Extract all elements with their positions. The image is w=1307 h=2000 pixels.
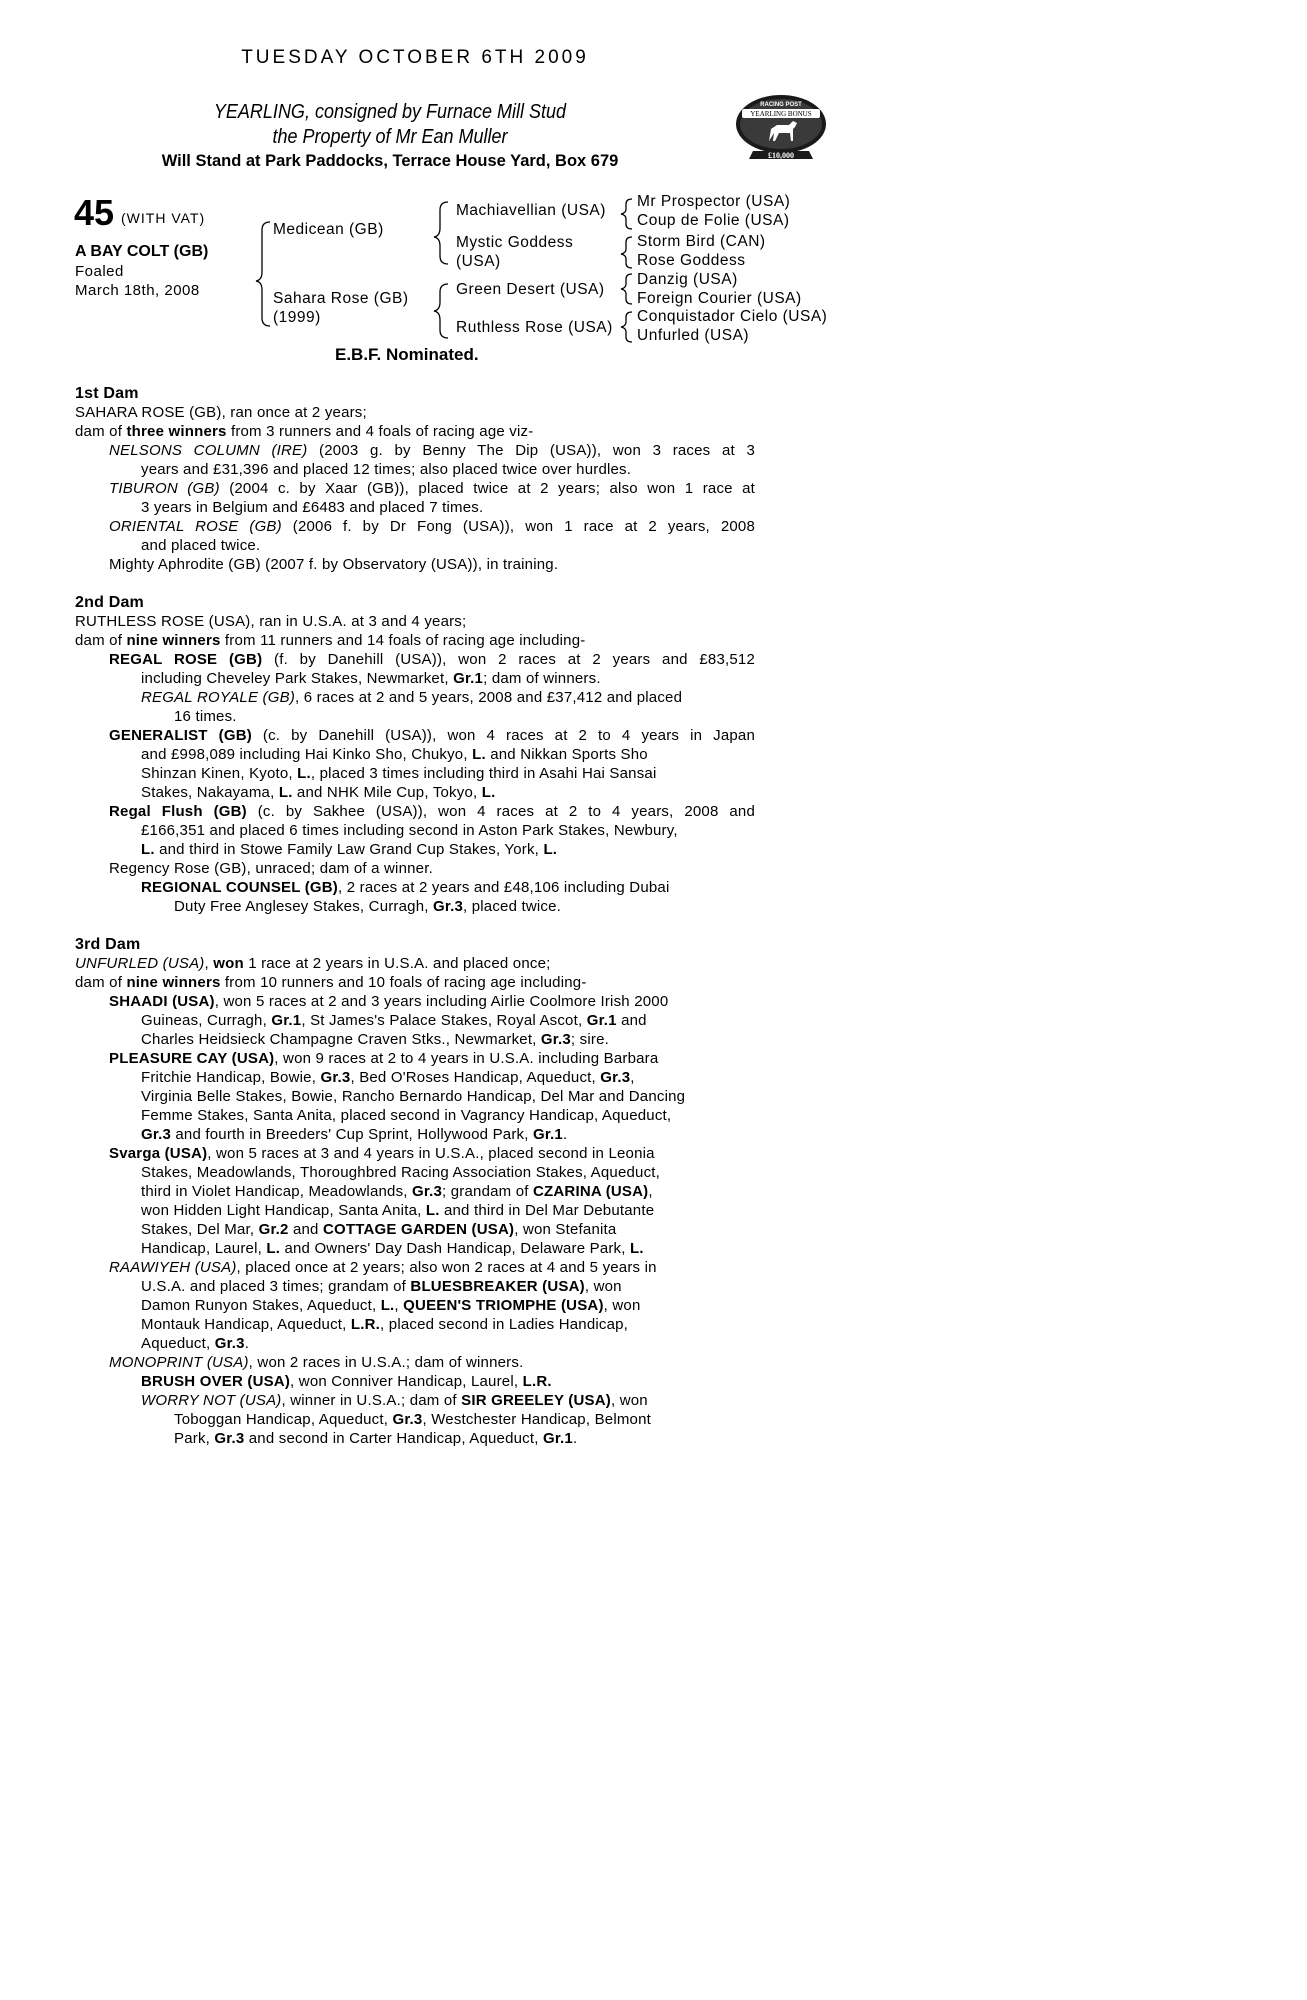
first-dam-line: years and £31,396 and placed 12 times; also placed twice over hurdles. xyxy=(141,461,632,478)
first-dam-line: TIBURON (GB) (2004 c. by Xaar (GB)), placed twice at 2 years; also won 1 race at xyxy=(109,480,756,497)
ebf-nominated: E.B.F. Nominated. xyxy=(335,345,479,364)
owner-line: the Property of Mr Ean Muller xyxy=(272,126,508,148)
first-dam-heading: 1st Dam xyxy=(75,385,139,402)
lot-number: 45 xyxy=(74,192,115,233)
third-dam-line: PLEASURE CAY (USA), won 9 races at 2 to 4 years in U.S.A. including Barbara xyxy=(109,1050,659,1067)
third-dam-line: Fritchie Handicap, Bowie, Gr.3, Bed O'Roses Handicap, Aqueduct, Gr.3, xyxy=(141,1069,635,1086)
second-dam-line: Regal Flush (GB) (c. by Sakhee (USA)), won 4 races at 2 to 4 years, 2008 and xyxy=(109,803,755,820)
third-dam-line: Stakes, Del Mar, Gr.2 and COTTAGE GARDEN (USA), won Stefanita xyxy=(141,1221,617,1238)
consignor-line: YEARLING, consigned by Furnace Mill Stud xyxy=(213,101,567,123)
second-dam-line: £166,351 and placed 6 times including second in Aston Park Stakes, Newbury, xyxy=(141,822,678,839)
pedigree-g6: Foreign Courier (USA) xyxy=(637,290,802,307)
badge-amount: £10,000 xyxy=(768,151,794,160)
pedigree-g7: Conquistador Cielo (USA) xyxy=(637,308,828,325)
pedigree-sire-dam-country: (USA) xyxy=(456,253,501,270)
pedigree-sire-sire: Machiavellian (USA) xyxy=(456,202,606,219)
third-dam-line: Femme Stakes, Santa Anita, placed second in Vagrancy Handicap, Aqueduct, xyxy=(141,1107,672,1124)
third-dam-line: U.S.A. and placed 3 times; grandam of BLUESBREAKER (USA), won xyxy=(141,1278,622,1295)
pedigree-g8: Unfurled (USA) xyxy=(637,327,750,344)
first-dam-line: Mighty Aphrodite (GB) (2007 f. by Observatory (USA)), in training. xyxy=(109,556,559,573)
second-dam-line: L. and third in Stowe Family Law Grand Cup Stakes, York, L. xyxy=(141,841,558,858)
third-dam-line: Montauk Handicap, Aqueduct, L.R., placed second in Ladies Handicap, xyxy=(141,1316,629,1333)
foaled-label: Foaled xyxy=(75,263,124,280)
pedigree-dam-dam: Ruthless Rose (USA) xyxy=(456,319,613,336)
first-dam-line: SAHARA ROSE (GB), ran once at 2 years; xyxy=(75,404,367,421)
second-dam-line: REGAL ROYALE (GB), 6 races at 2 and 5 years, 2008 and £37,412 and placed xyxy=(141,689,683,706)
third-dam-line: Park, Gr.3 and second in Carter Handicap, Aqueduct, Gr.1. xyxy=(174,1430,578,1447)
second-dam-line: Duty Free Anglesey Stakes, Curragh, Gr.3, placed twice. xyxy=(174,898,562,915)
second-dam-line: Regency Rose (GB), unraced; dam of a winner. xyxy=(109,860,433,877)
pedigree-g4: Rose Goddess xyxy=(637,252,746,269)
third-dam-line: Aqueduct, Gr.3. xyxy=(141,1335,250,1352)
pedigree-g2: Coup de Folie (USA) xyxy=(637,212,790,229)
badge-mid-text: YEARLING BONUS xyxy=(750,110,812,118)
third-dam-line: Svarga (USA), won 5 races at 3 and 4 years in U.S.A., placed second in Leonia xyxy=(109,1145,655,1162)
pedigree-dam-sire: Green Desert (USA) xyxy=(456,281,605,298)
third-dam-line: third in Violet Handicap, Meadowlands, Gr.3; grandam of CZARINA (USA), xyxy=(141,1183,653,1200)
pedigree-dam-name: Sahara Rose (GB) xyxy=(273,290,409,307)
third-dam-line: Charles Heidsieck Champagne Craven Stks., Newmarket, Gr.3; sire. xyxy=(141,1031,609,1048)
third-dam-line: dam of nine winners from 10 runners and 10 foals of racing age including- xyxy=(75,974,587,991)
third-dam-line: Toboggan Handicap, Aqueduct, Gr.3, Westchester Handicap, Belmont xyxy=(174,1411,651,1428)
third-dam-line: BRUSH OVER (USA), won Conniver Handicap, Laurel, L.R. xyxy=(141,1373,552,1390)
third-dam-line: UNFURLED (USA), won 1 race at 2 years in U.S.A. and placed once; xyxy=(75,955,551,972)
third-dam-line: Stakes, Meadowlands, Thoroughbred Racing Association Stakes, Aqueduct, xyxy=(141,1164,661,1181)
first-dam-line: ORIENTAL ROSE (GB) (2006 f. by Dr Fong (USA)), won 1 race at 2 years, 2008 xyxy=(109,518,755,535)
third-dam-line: WORRY NOT (USA), winner in U.S.A.; dam of SIR GREELEY (USA), won xyxy=(141,1392,648,1409)
pedigree-sire: Medicean (GB) xyxy=(273,221,384,238)
pedigree-g5: Danzig (USA) xyxy=(637,271,738,288)
third-dam-line: Virginia Belle Stakes, Bowie, Rancho Bernardo Handicap, Del Mar and Dancing xyxy=(141,1088,686,1105)
second-dam-line: including Cheveley Park Stakes, Newmarket, Gr.1; dam of winners. xyxy=(141,670,601,687)
stand-location: Will Stand at Park Paddocks, Terrace House Yard, Box 679 xyxy=(161,151,619,170)
third-dam-line: Handicap, Laurel, L. and Owners' Day Dash Handicap, Delaware Park, L. xyxy=(141,1240,644,1257)
third-dam-line: Gr.3 and fourth in Breeders' Cup Sprint, Hollywood Park, Gr.1. xyxy=(141,1126,568,1143)
pedigree-sire-dam xyxy=(456,233,573,271)
first-dam-line: NELSONS COLUMN (IRE) (2003 g. by Benny The Dip (USA)), won 3 races at 3 xyxy=(109,442,755,459)
second-dam-line: REGIONAL COUNSEL (GB), 2 races at 2 years and £48,106 including Dubai xyxy=(141,879,670,896)
lot-description: A BAY COLT (GB) xyxy=(75,243,209,260)
first-dam-line: 3 years in Belgium and £6483 and placed 7 times. xyxy=(141,499,484,516)
badge-top-text: RACING POST xyxy=(760,102,802,108)
third-dam-line: won Hidden Light Handicap, Santa Anita, L. and third in Del Mar Debutante xyxy=(141,1202,655,1219)
vat-note: (WITH VAT) xyxy=(121,210,206,226)
sale-date: TUESDAY OCTOBER 6TH 2009 xyxy=(241,47,589,68)
pedigree-g1: Mr Prospector (USA) xyxy=(637,193,791,210)
third-dam-line: Damon Runyon Stakes, Aqueduct, L., QUEEN'S TRIOMPHE (USA), won xyxy=(141,1297,641,1314)
third-dam-line: RAAWIYEH (USA), placed once at 2 years; also won 2 races at 4 and 5 years in xyxy=(109,1259,657,1276)
pedigree-dam xyxy=(273,289,409,327)
second-dam-line: 16 times. xyxy=(174,708,237,725)
catalogue-body xyxy=(75,384,755,1448)
pedigree-sire-dam-name: Mystic Goddess xyxy=(456,234,574,251)
pedigree-g3: Storm Bird (CAN) xyxy=(637,233,766,250)
second-dam-line: GENERALIST (GB) (c. by Danehill (USA)), won 4 races at 2 to 4 years in Japan xyxy=(109,727,755,744)
first-dam-line: and placed twice. xyxy=(141,537,261,554)
third-dam-line: SHAADI (USA), won 5 races at 2 and 3 years including Airlie Coolmore Irish 2000 xyxy=(109,993,669,1010)
third-dam-line: MONOPRINT (USA), won 2 races in U.S.A.; dam of winners. xyxy=(109,1354,524,1371)
pedigree-dam-year: (1999) xyxy=(273,309,321,326)
second-dam-line: and £998,089 including Hai Kinko Sho, Chukyo, L. and Nikkan Sports Sho xyxy=(141,746,648,763)
third-dam-line: Guineas, Curragh, Gr.1, St James's Palace Stakes, Royal Ascot, Gr.1 and xyxy=(141,1012,647,1029)
second-dam-line: Stakes, Nakayama, L. and NHK Mile Cup, Tokyo, L. xyxy=(141,784,496,801)
third-dam-heading: 3rd Dam xyxy=(75,936,141,953)
second-dam-line: RUTHLESS ROSE (USA), ran in U.S.A. at 3 and 4 years; xyxy=(75,613,467,630)
second-dam-line: dam of nine winners from 11 runners and 14 foals of racing age including- xyxy=(75,632,586,649)
second-dam-line: REGAL ROSE (GB) (f. by Danehill (USA)), won 2 races at 2 years and £83,512 xyxy=(109,651,755,668)
second-dam-line: Shinzan Kinen, Kyoto, L., placed 3 times including third in Asahi Hai Sansai xyxy=(141,765,657,782)
first-dam-line: dam of three winners from 3 runners and 4 foals of racing age viz- xyxy=(75,423,534,440)
second-dam-heading: 2nd Dam xyxy=(75,594,144,611)
foaled-date: March 18th, 2008 xyxy=(75,282,200,299)
